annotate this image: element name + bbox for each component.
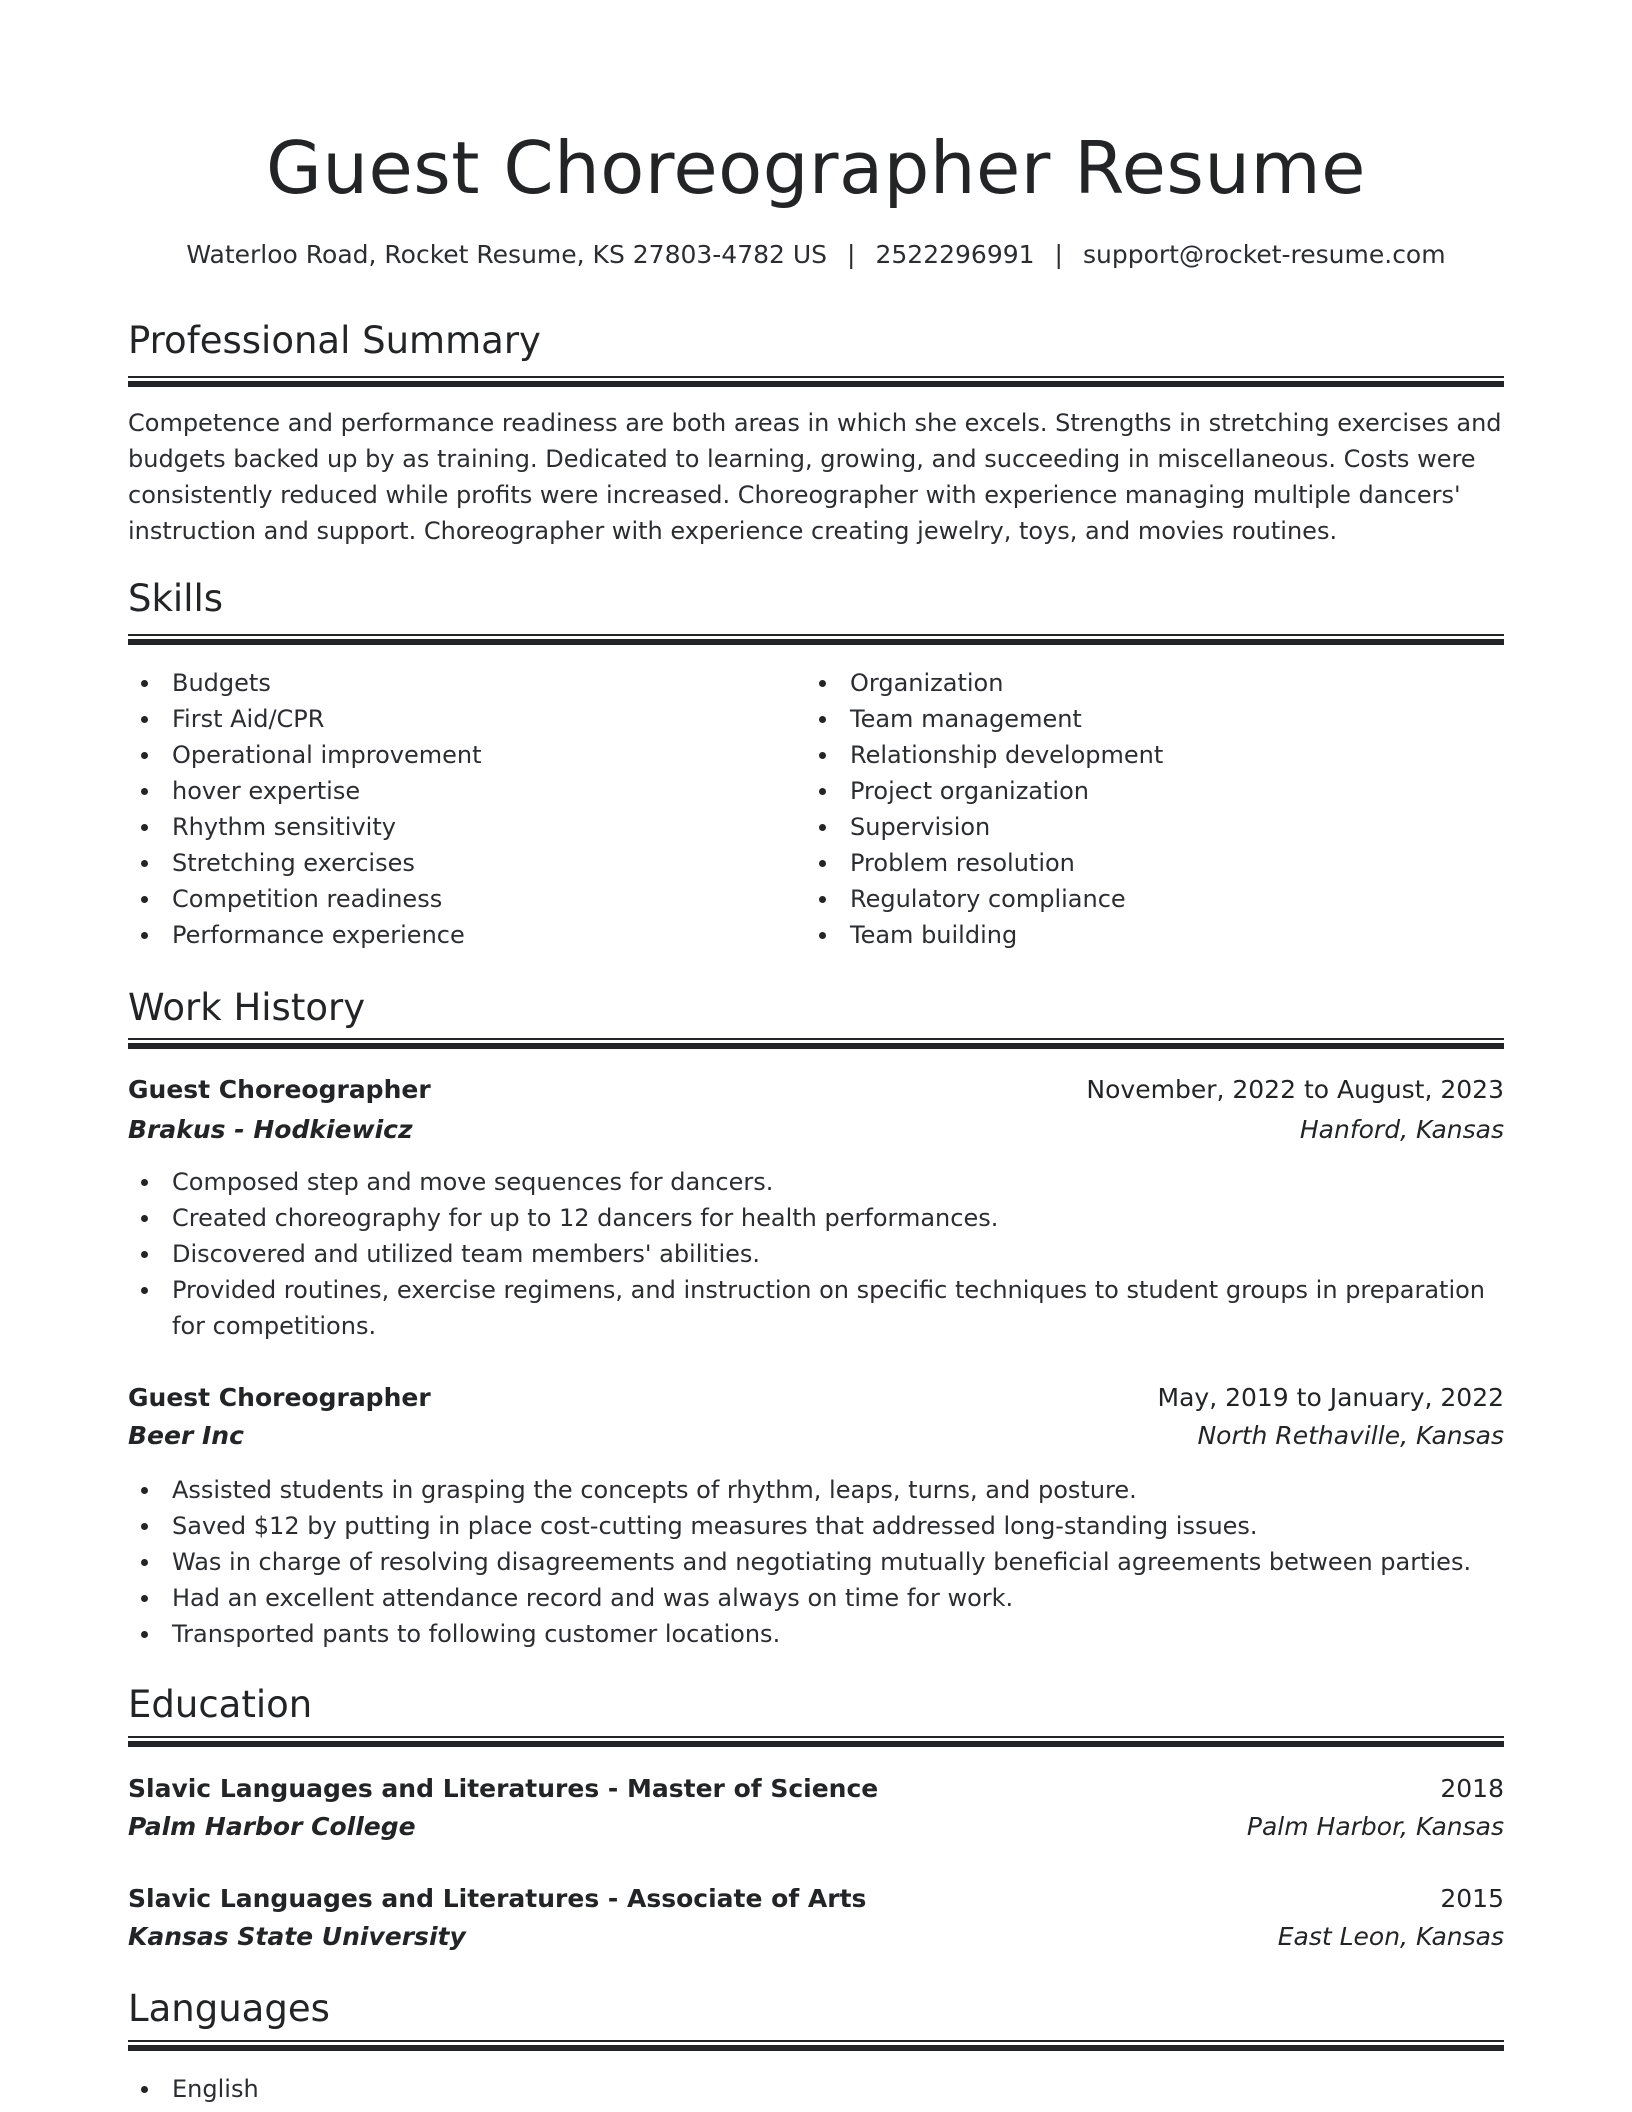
skills-list-right xyxy=(806,665,1504,953)
job-company: Beer Inc xyxy=(128,1421,244,1450)
job-bullet-text: Saved $12 by putting in place cost-cutting measures that addressed long-standing issues. xyxy=(172,1512,1258,1540)
job-subheader xyxy=(128,1111,1504,1149)
skill-item xyxy=(806,773,1504,809)
job-subheader xyxy=(128,1417,1504,1455)
bullet-dot xyxy=(141,1179,148,1186)
job-bullet-text: Assisted students in grasping the concepts of rhythm, leaps, turns, and posture. xyxy=(172,1476,1137,1504)
skill-item-text: Rhythm sensitivity xyxy=(172,813,396,841)
bullet-dot xyxy=(819,824,826,831)
bullet-dot xyxy=(141,680,148,687)
job-bullet-text: Transported pants to following customer locations. xyxy=(172,1620,781,1648)
education-degree: Slavic Languages and Literatures - Master of Science xyxy=(128,1774,879,1803)
bullet-dot xyxy=(141,752,148,759)
bullet-dot xyxy=(819,680,826,687)
bullet-dot xyxy=(141,824,148,831)
skill-item-text: Regulatory compliance xyxy=(850,885,1126,913)
job-bullet xyxy=(128,1508,1504,1544)
education-subheader xyxy=(128,1808,1504,1846)
skill-item-text: hover expertise xyxy=(172,777,361,805)
education-year: 2015 xyxy=(1440,1884,1504,1913)
contact-email: support@rocket-resume.com xyxy=(1082,240,1446,269)
bullet-dot xyxy=(141,896,148,903)
skill-item xyxy=(806,737,1504,773)
section-divider xyxy=(128,1736,1504,1747)
skill-item-text: Organization xyxy=(850,669,1004,697)
section-title-summary: Professional Summary xyxy=(128,319,541,362)
skill-item xyxy=(128,701,788,737)
job-bullet-text: Created choreography for up to 12 dancers for health performances. xyxy=(172,1204,999,1232)
education-header xyxy=(128,1770,1504,1808)
job-bullet-text: Discovered and utilized team members' abilities. xyxy=(172,1240,761,1268)
bullet-dot xyxy=(819,752,826,759)
skill-item xyxy=(128,773,788,809)
job-header xyxy=(128,1379,1504,1417)
bullet-dot xyxy=(141,1523,148,1530)
bullet-dot xyxy=(141,1595,148,1602)
skill-item xyxy=(128,665,788,701)
job-bullet xyxy=(128,1164,1504,1200)
section-title-education: Education xyxy=(128,1683,313,1726)
bullet-dot xyxy=(819,716,826,723)
language-item xyxy=(128,2071,1504,2107)
skill-item-text: Performance experience xyxy=(172,921,465,949)
job-bullet-text: Composed step and move sequences for dancers. xyxy=(172,1168,774,1196)
job-bullet xyxy=(128,1616,1504,1652)
job-bullet xyxy=(128,1472,1504,1508)
skills-list-left xyxy=(128,665,788,953)
skill-item xyxy=(806,665,1504,701)
job-bullet xyxy=(128,1272,1504,1344)
job-title: Guest Choreographer xyxy=(128,1383,431,1412)
section-divider xyxy=(128,634,1504,645)
skill-item-text: Stretching exercises xyxy=(172,849,415,877)
skill-item xyxy=(128,881,788,917)
summary-text: Competence and performance readiness are both areas in which she excels. Strengths in stretching exercises and budgets backed up by as training. Dedicated to learning, growing, and succeeding in miscellaneous. Costs were consistently reduced while profits were increased. Choreographer with experience managing multiple dancers' instruction and support. Choreographer with experience creating jewelry, toys, and movies routines. xyxy=(128,409,1502,545)
job-bullets xyxy=(128,1164,1504,1344)
bullet-dot xyxy=(141,860,148,867)
resume-title: Guest Choreographer Resume xyxy=(266,126,1366,210)
job-bullet-text: Was in charge of resolving disagreements and negotiating mutually beneficial agreements between parties. xyxy=(172,1548,1472,1576)
bullet-dot xyxy=(819,788,826,795)
bullet-dot xyxy=(819,896,826,903)
bullet-dot xyxy=(141,1215,148,1222)
section-divider xyxy=(128,2040,1504,2051)
bullet-dot xyxy=(141,1287,148,1294)
job-bullet xyxy=(128,1580,1504,1616)
skill-item-text: First Aid/CPR xyxy=(172,705,325,733)
bullet-dot xyxy=(141,1487,148,1494)
bullet-dot xyxy=(141,2086,148,2093)
job-title: Guest Choreographer xyxy=(128,1075,431,1104)
languages-list xyxy=(128,2071,1504,2107)
job-bullet-text: Had an excellent attendance record and was always on time for work. xyxy=(172,1584,1014,1612)
job-bullet xyxy=(128,1236,1504,1272)
skill-item xyxy=(806,701,1504,737)
bullet-dot xyxy=(819,932,826,939)
education-year: 2018 xyxy=(1440,1774,1504,1803)
skill-item-text: Competition readiness xyxy=(172,885,443,913)
job-location: Hanford, Kansas xyxy=(1299,1115,1504,1144)
skill-item xyxy=(128,845,788,881)
skill-item xyxy=(806,845,1504,881)
job-bullet xyxy=(128,1544,1504,1580)
contact-phone: 2522296991 xyxy=(875,240,1035,269)
bullet-dot xyxy=(819,860,826,867)
section-title-languages: Languages xyxy=(128,1987,330,2030)
job-bullet-text: Provided routines, exercise regimens, and instruction on specific techniques to student groups in preparation for competitions. xyxy=(172,1276,1486,1340)
job-bullets xyxy=(128,1472,1504,1652)
education-header xyxy=(128,1880,1504,1918)
bullet-dot xyxy=(141,716,148,723)
section-divider xyxy=(128,1038,1504,1049)
skill-item-text: Project organization xyxy=(850,777,1089,805)
skill-item-text: Problem resolution xyxy=(850,849,1075,877)
skill-item-text: Supervision xyxy=(850,813,991,841)
skill-item xyxy=(806,809,1504,845)
section-title-work: Work History xyxy=(128,986,366,1029)
skill-item-text: Budgets xyxy=(172,669,271,697)
bullet-dot xyxy=(141,1559,148,1566)
education-school: Palm Harbor College xyxy=(128,1812,416,1841)
skill-item-text: Operational improvement xyxy=(172,741,482,769)
job-bullet xyxy=(128,1200,1504,1236)
education-location: Palm Harbor, Kansas xyxy=(1246,1812,1504,1841)
skill-item-text: Team management xyxy=(850,705,1082,733)
job-company: Brakus - Hodkiewicz xyxy=(128,1115,413,1144)
education-subheader xyxy=(128,1918,1504,1956)
section-divider xyxy=(128,376,1504,387)
skill-item-text: Team building xyxy=(850,921,1018,949)
bullet-dot xyxy=(141,1251,148,1258)
skill-item xyxy=(128,737,788,773)
contact-address: Waterloo Road, Rocket Resume, KS 27803-4782 US xyxy=(186,240,828,269)
skill-item xyxy=(806,881,1504,917)
job-location: North Rethaville, Kansas xyxy=(1197,1421,1504,1450)
bullet-dot xyxy=(141,932,148,939)
education-school: Kansas State University xyxy=(128,1922,466,1951)
skill-item xyxy=(128,917,788,953)
contact-separator: | xyxy=(1054,240,1063,269)
job-header xyxy=(128,1071,1504,1109)
contact-separator: | xyxy=(847,240,856,269)
education-degree: Slavic Languages and Literatures - Associate of Arts xyxy=(128,1884,867,1913)
language-item-text: English xyxy=(172,2075,259,2103)
skill-item xyxy=(128,809,788,845)
job-dates: November, 2022 to August, 2023 xyxy=(1086,1075,1504,1104)
education-location: East Leon, Kansas xyxy=(1277,1922,1504,1951)
bullet-dot xyxy=(141,1631,148,1638)
skill-item-text: Relationship development xyxy=(850,741,1164,769)
job-dates: May, 2019 to January, 2022 xyxy=(1157,1383,1504,1412)
section-title-skills: Skills xyxy=(128,577,224,620)
contact-line xyxy=(128,238,1504,272)
bullet-dot xyxy=(141,788,148,795)
skill-item xyxy=(806,917,1504,953)
